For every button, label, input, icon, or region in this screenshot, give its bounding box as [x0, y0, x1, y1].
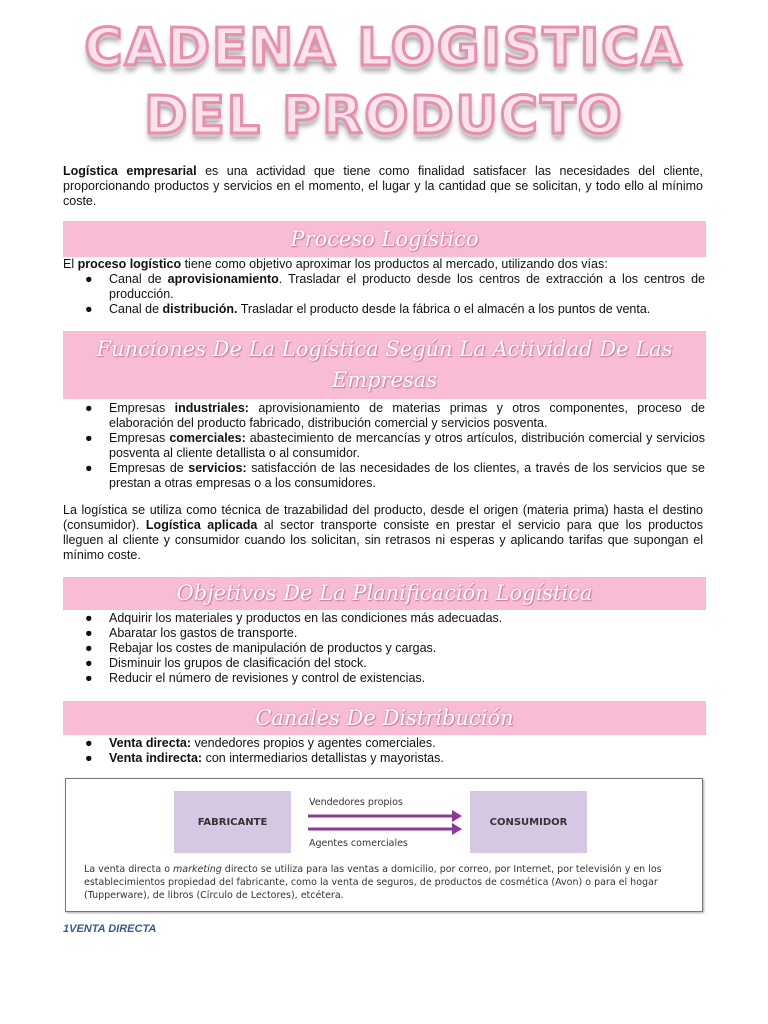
bullet-icon: ● — [85, 641, 93, 655]
intro-text: es una actividad que tiene como finalidad satisfacer las necesidades del cliente, proporcionando productos y servicios en el momento, el lugar y la cantidad que se solicitan, y todo ello al mínimo coste. — [63, 164, 704, 208]
figure-caption: 1VENTA DIRECTA — [63, 923, 157, 935]
item-bold: Venta indirecta: — [109, 751, 203, 765]
page-title-line-2: DEL PRODUCTO — [144, 86, 624, 146]
section-heading-objetivos: Objetivos De La Planificación Logística — [63, 577, 706, 610]
section2-list — [63, 401, 705, 491]
item-text: satisfacción de las necesidades de los clientes, a través de los servicios que se prestan a otras empresas o a los consumidores. — [109, 461, 706, 490]
fig-text: La venta directa o — [84, 864, 174, 875]
fabricante-box: FABRICANTE — [174, 791, 291, 853]
bullet-icon: ● — [85, 401, 93, 415]
list-item — [63, 461, 705, 491]
item-text: Reducir el número de revisiones y control de existencias. — [109, 671, 426, 685]
item-text: Empresas — [109, 431, 170, 445]
list-item — [63, 736, 705, 751]
arrows-icon — [306, 809, 464, 835]
item-text: Disminuir los grupos de clasificación del stock. — [109, 656, 367, 670]
list-item — [63, 431, 705, 461]
figure-description — [84, 863, 688, 902]
item-text: aprovisionamiento de materias primas y otros componentes, proceso de elaboración del producto fabricado, distribución comercial y servicios posventa. — [109, 401, 705, 430]
bullet-icon: ● — [85, 626, 93, 640]
consumidor-box: CONSUMIDOR — [470, 791, 587, 853]
fig-text: directo se utiliza para las ventas a domicilio, por correo, por Internet, por televisión y en los establecimientos propiedad del fabricante, como la venta de seguros, de productos de cosmética (Avon) o para el hogar (Tupperware), de libros (Círculo de Lectores), etcétera. — [84, 864, 662, 901]
item-bold: comerciales: — [169, 431, 246, 445]
item-text: Rebajar los costes de manipulación de productos y cargas. — [109, 641, 437, 655]
item-text: vendedores propios y agentes comerciales. — [190, 736, 436, 750]
bullet-icon: ● — [85, 736, 93, 750]
item-text: con intermediarios detallistas y mayoristas. — [202, 751, 444, 765]
para-text: al sector transporte consiste en prestar el servicio para que los productos lleguen al cliente y consumidor cuando los solicitan, sin retrasos ni esperas y aplicando tarifas que supongan el mínimo coste. — [63, 518, 703, 562]
section1-list — [63, 272, 705, 317]
item-text: . Trasladar el producto desde los centros de extracción a los centros de producción. — [109, 272, 705, 301]
list-item — [63, 656, 705, 671]
list-item — [63, 401, 705, 431]
list-item — [63, 671, 705, 686]
item-bold: aprovisionamiento — [167, 272, 279, 286]
bullet-icon: ● — [85, 656, 93, 670]
trazabilidad-paragraph — [63, 503, 703, 563]
intro-paragraph — [63, 164, 703, 209]
fig-text-italic: marketing — [173, 864, 222, 875]
bullet-icon: ● — [85, 461, 93, 475]
item-text: Canal de — [109, 302, 163, 316]
item-text: Canal de — [109, 272, 168, 286]
item-text: abastecimiento de mercancías y otros artículos, distribución comercial y servicios posventa al cliente detallista o al consumidor. — [109, 431, 705, 460]
section1-lead-bold: proceso logístico — [77, 257, 182, 271]
item-text: Empresas — [109, 401, 175, 415]
list-item — [63, 302, 705, 317]
bullet-icon: ● — [85, 611, 93, 625]
list-item — [63, 272, 705, 302]
item-bold: distribución. — [162, 302, 238, 316]
venta-directa-figure — [65, 778, 703, 912]
list-item — [63, 626, 705, 641]
arrow-label-bottom: Agentes comerciales — [309, 838, 408, 849]
item-text: Adquirir los materiales y productos en las condiciones más adecuadas. — [109, 611, 503, 625]
bullet-icon: ● — [85, 671, 93, 685]
list-item — [63, 751, 705, 766]
item-text: Abaratar los gastos de transporte. — [109, 626, 298, 640]
list-item — [63, 641, 705, 656]
section4-list — [63, 736, 705, 766]
section1-lead-a: El — [63, 257, 78, 271]
item-text: Trasladar el producto desde la fábrica o el almacén a los puntos de venta. — [237, 302, 651, 316]
item-text: Empresas de — [109, 461, 189, 475]
bullet-icon: ● — [85, 431, 93, 445]
item-bold: Venta directa: — [109, 736, 191, 750]
para-bold: Logística aplicada — [145, 518, 258, 532]
para-text: La logística se utiliza como técnica de trazabilidad del producto, desde el origen (materia prima) hasta el destino (consumidor). — [63, 503, 703, 532]
section1-lead — [63, 257, 703, 272]
page-title-line-1: CADENA LOGISTICA — [84, 18, 684, 78]
section3-list — [63, 611, 705, 686]
bullet-icon: ● — [85, 272, 93, 286]
section1-lead-b: tiene como objetivo aproximar los productos al mercado, utilizando dos vías: — [181, 257, 608, 271]
bullet-icon: ● — [85, 302, 93, 316]
bullet-icon: ● — [85, 751, 93, 765]
section-heading-proceso: Proceso Logístico — [63, 221, 706, 257]
section-heading-canales: Canales De Distribución — [63, 701, 706, 735]
list-item — [63, 611, 705, 626]
item-bold: industriales: — [174, 401, 249, 415]
intro-bold: Logística empresarial — [63, 164, 197, 178]
section-heading-funciones: Funciones De La Logística Según La Actividad De Las Empresas — [63, 331, 706, 399]
arrow-label-top: Vendedores propios — [309, 797, 403, 808]
item-bold: servicios: — [188, 461, 247, 475]
